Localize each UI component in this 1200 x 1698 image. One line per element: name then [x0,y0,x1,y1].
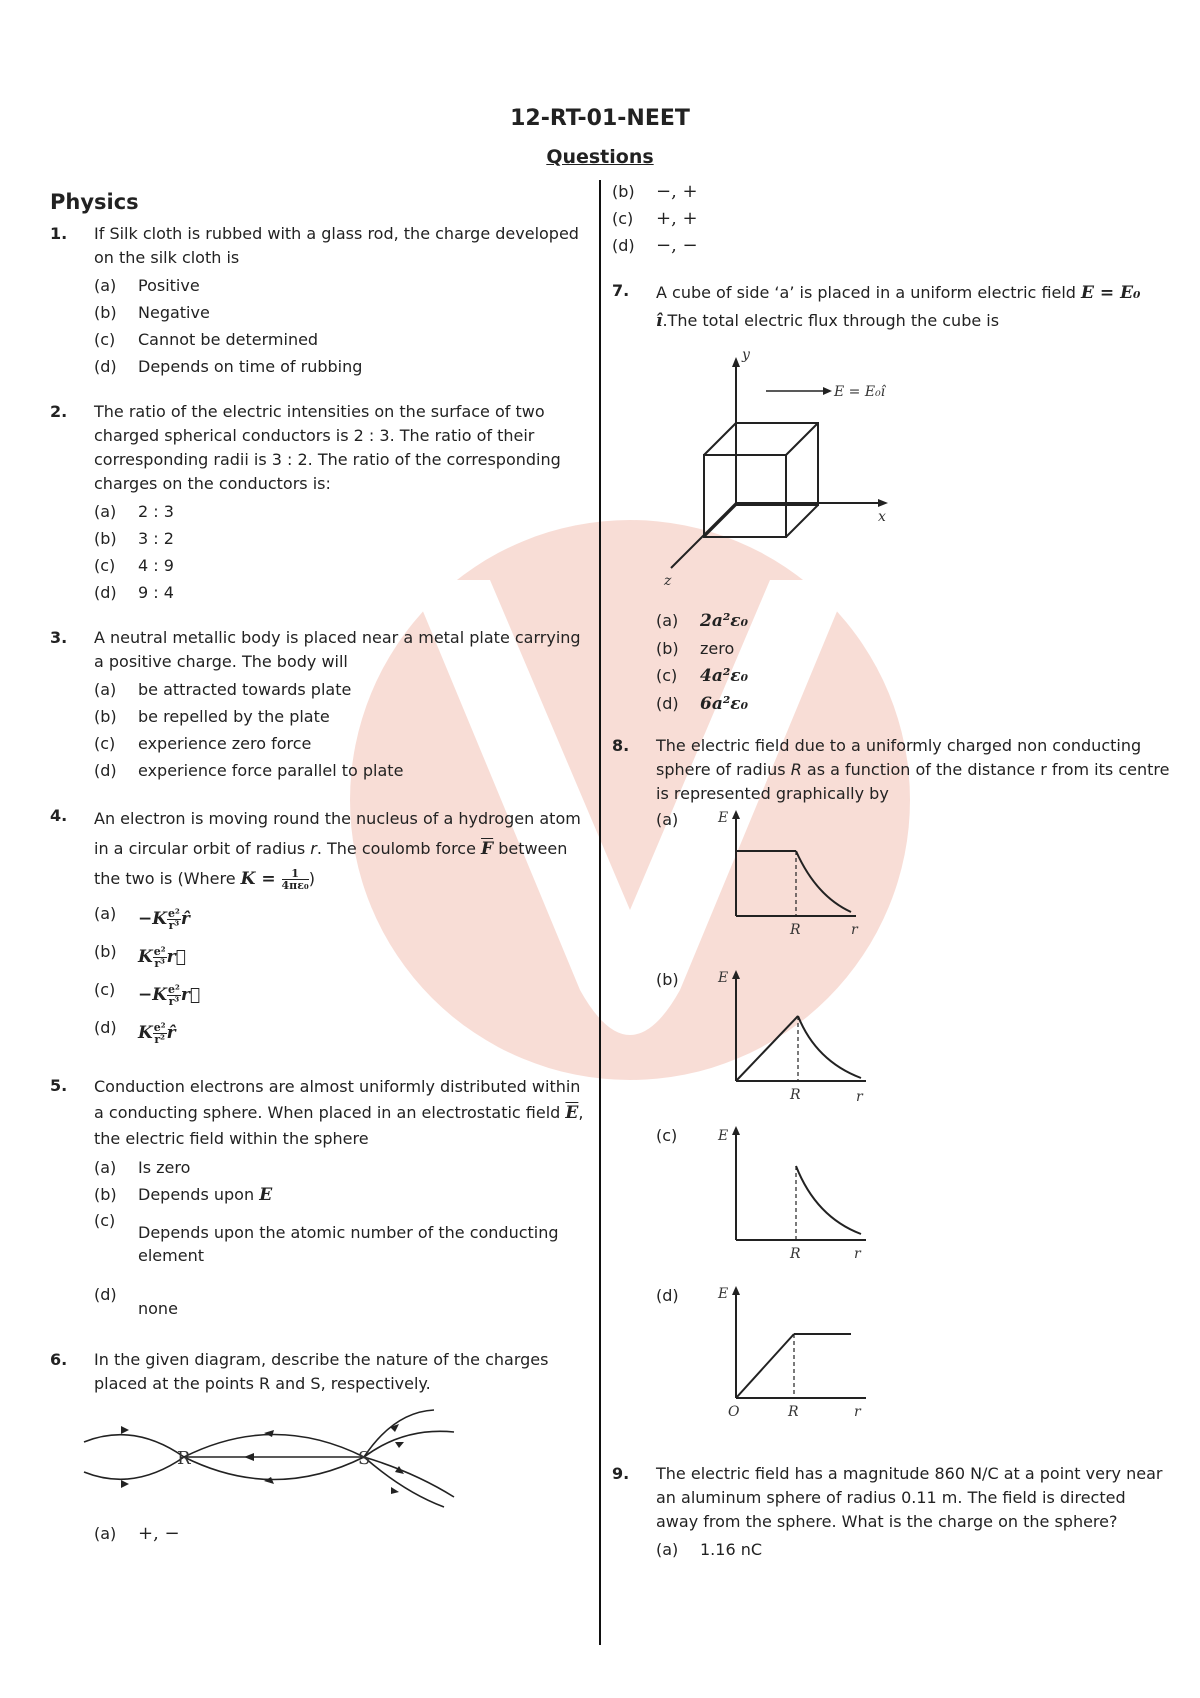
option-c[interactable] [94,326,590,353]
charge-fraction [153,1022,167,1045]
question-number: 8. [612,736,630,755]
column-divider [599,180,601,1645]
arrowhead [264,1430,274,1437]
field-line [84,1457,184,1479]
left-column [50,190,590,1547]
k-symbol: K [138,1023,153,1043]
sign: − [138,909,153,929]
direction-vector: r̂ [180,909,190,929]
arrowhead [732,1286,740,1295]
axis-r-label: r [856,1089,863,1105]
cube-edge [786,423,818,455]
option-b[interactable] [94,938,590,976]
option-label: (a) [656,810,679,829]
arrowhead [121,1426,129,1434]
option-label: (b) [94,1185,117,1204]
option-d[interactable] [94,757,590,784]
option-text: 4a²ε₀ [700,666,749,686]
question-text: The ratio of the electric intensities on the surface of two charged spherical conductors is 2 : 3. The ratio of their corresponding radii is 3 : 2. The ratio of the corresponding charges on the conductors is: [94,402,561,493]
option-label: (a) [94,1524,117,1543]
fraction-numerator: e² [168,983,180,996]
option-c[interactable] [94,1209,590,1267]
option-label: (c) [656,1126,678,1145]
option-label: (d) [656,694,679,713]
option-label: (c) [656,666,678,685]
option-d[interactable] [656,1282,1172,1452]
charge-fraction [153,946,167,969]
option-a[interactable] [656,1536,1172,1563]
option-label: (c) [94,1211,116,1230]
direction-vector: r⃗ [166,947,186,967]
option-text: +, + [656,208,698,229]
axis-e-label: E [718,810,729,826]
field-symbol: E [259,1185,273,1205]
option-text: −, + [656,181,698,202]
question-text [656,734,1172,806]
option-text: Cannot be determined [138,330,319,349]
option-d[interactable] [612,232,1172,259]
axis-z-label: z [664,573,672,589]
arrowhead [878,499,888,507]
option-label: (c) [612,209,634,228]
axis-e-label: E [718,970,729,986]
field-line [84,1435,184,1457]
option-label: (a) [94,1158,117,1177]
option-label: (b) [656,970,679,989]
page-subtitle: Questions [546,146,654,168]
text-part: .The total electric flux through the cube is [662,311,1000,330]
option-text: experience force parallel to plate [138,761,404,780]
option-b[interactable] [656,635,1172,662]
option-text: none [138,1299,178,1318]
option-text: Is zero [138,1158,191,1177]
option-d[interactable] [94,353,590,380]
graph-d [706,1282,906,1432]
question-6-continued [612,178,1172,259]
option-label: (b) [94,942,117,961]
arrowhead [244,1453,254,1461]
field-line [184,1435,364,1458]
option-a[interactable] [94,676,590,703]
cube-edge [704,423,736,455]
option-text: 4 : 9 [138,556,174,575]
axis-r-label: r [854,1404,861,1420]
option-c[interactable] [94,730,590,757]
field-line [364,1431,454,1457]
field-equation: E = E₀ î [656,283,1141,331]
option-text: Depends on time of rubbing [138,357,363,376]
question-1 [50,222,590,380]
question-4 [50,804,590,1052]
question-6 [50,1348,590,1547]
question-number: 5. [50,1076,68,1095]
option-text: Depends upon [138,1185,260,1204]
point-s-label: S [358,1448,371,1469]
cube-edge [704,505,736,537]
text-part: ) [308,869,315,888]
graph-c [706,1122,906,1272]
option-text: 2 : 3 [138,502,174,521]
question-number: 3. [50,628,68,647]
fraction-denominator: r³ [168,995,180,1008]
option-label: (a) [656,1540,679,1559]
curve-segment [796,851,851,912]
axis-r-mark: R [788,1404,799,1420]
arrowhead [732,1126,740,1135]
option-d[interactable] [94,579,590,606]
arrowhead [391,1487,399,1494]
axis-x-label: x [878,509,886,525]
cube-diagram [656,343,896,593]
k-symbol: K [152,909,168,929]
question-text: A neutral metallic body is placed near a metal plate carrying a positive charge. The body will [94,628,581,671]
option-b[interactable] [94,525,590,552]
arrowhead [823,387,832,395]
axis-r-mark: R [790,1246,801,1262]
charge-fraction [167,908,181,931]
option-label: (b) [94,707,117,726]
axis-r-mark: R [790,1087,801,1103]
text-part: An electron is moving round the nucleus of a hydrogen atom in a circular orbit of radius [94,809,581,858]
option-label: (c) [94,556,116,575]
question-text: If Silk cloth is rubbed with a glass rod, the charge developed on the silk cloth is [94,224,579,267]
option-text: Depends upon the atomic number of the conducting element [138,1223,559,1265]
option-text: 2a²ε₀ [700,611,749,631]
right-column [612,178,1172,1563]
option-text: 3 : 2 [138,529,174,548]
text-part: . The coulomb force [316,839,482,858]
question-number: 1. [50,224,68,243]
option-label: (a) [94,904,117,923]
question-number: 9. [612,1464,630,1483]
option-label: (c) [94,734,116,753]
point-r-label: R [177,1448,191,1469]
option-c[interactable] [656,662,1172,690]
fraction-numerator: e² [153,945,166,958]
k-fraction [282,868,309,891]
field-vector: $\overline{E}$ [565,1103,579,1123]
question-number: 4. [50,806,68,825]
option-label: (b) [94,529,117,548]
charge-fraction [167,984,181,1007]
direction-vector: r̂ [166,1023,176,1043]
option-a[interactable] [656,607,1172,635]
option-label: (d) [94,1285,117,1304]
k-symbol: K = [240,869,282,889]
option-c[interactable] [94,552,590,579]
text-part: as a function of the distance r from its centre is represented graphically by [656,760,1170,803]
option-label: (d) [94,583,117,602]
axis-origin-label: O [728,1404,740,1420]
arrowhead [121,1480,129,1488]
option-a[interactable] [656,806,1172,966]
option-label: (b) [612,182,635,201]
option-b[interactable] [656,966,1172,1122]
option-d[interactable] [94,1281,590,1322]
option-b[interactable] [612,178,1172,205]
question-text: The electric field has a magnitude 860 N/C at a point very near an aluminum sphere of radius 0.11 m. The field is directed away from the sphere. What is the charge on the sphere? [656,1464,1163,1531]
arrowhead [395,1442,404,1448]
option-c[interactable] [612,205,1172,232]
option-a[interactable] [94,1154,590,1181]
option-text: experience zero force [138,734,312,753]
option-text: −, − [656,235,698,256]
fraction-numerator: 1 [282,868,309,880]
arrowhead [732,970,740,979]
option-b[interactable] [94,703,590,730]
option-a[interactable] [94,1520,590,1547]
option-label: (a) [94,502,117,521]
fraction-denominator: 4πε₀ [281,879,309,892]
field-lines-diagram [74,1402,494,1512]
axis-e-label: E [718,1286,729,1302]
option-c[interactable] [94,976,590,1014]
question-text [94,1074,590,1152]
axis-r-mark: R [790,922,801,938]
sign: − [138,985,153,1005]
fraction-denominator: r² [154,1033,165,1046]
axis-y-label: y [742,347,750,363]
question-text [656,279,1172,335]
option-text: be repelled by the plate [138,707,330,726]
field-line [364,1457,454,1497]
k-symbol: K [138,947,153,967]
option-label: (c) [94,980,116,999]
text-part: between the two is (Where [94,839,568,888]
option-label: (a) [656,611,679,630]
question-number: 2. [50,402,68,421]
arrowhead [732,357,740,367]
graph-a [706,806,906,956]
question-number: 7. [612,281,630,300]
axis-r-label: r [854,1246,861,1262]
question-2 [50,400,590,606]
graph-b [706,966,906,1116]
option-text: Positive [138,276,200,295]
curve-segment [798,1016,861,1078]
text-part: Conduction electrons are almost uniformly distributed within a conducting sphere. When placed in an electrostatic field [94,1077,581,1122]
option-b[interactable] [94,1181,590,1209]
question-text: In the given diagram, describe the nature of the charges placed at the points R and S, respectively. [94,1350,549,1393]
option-text: zero [700,639,735,658]
question-text [94,804,590,894]
direction-vector: r⃗ [180,985,201,1005]
force-vector: $\overline{F}$ [481,839,494,859]
cube-edge [786,505,818,537]
fraction-denominator: r³ [168,919,180,932]
option-label: (d) [612,236,635,255]
text-part: A cube of side ‘a’ is placed in a uniform electric field [656,283,1082,302]
option-label: (d) [94,761,117,780]
fraction-numerator: e² [168,907,180,920]
question-5 [50,1074,590,1322]
option-label: (d) [94,357,117,376]
arrowhead [732,810,740,819]
arrowhead [390,1424,399,1432]
question-number: 6. [50,1350,68,1369]
option-b[interactable] [94,299,590,326]
radius-symbol: R [790,760,802,779]
text-part: , the electric field within the sphere [94,1103,584,1148]
question-3 [50,626,590,784]
curve-segment [736,1016,798,1081]
page-title: 12-RT-01-NEET [510,106,690,131]
question-8 [612,734,1172,1452]
option-a[interactable] [94,498,590,525]
curve-segment [736,1334,794,1398]
fraction-numerator: e² [153,1021,166,1034]
field-line [184,1457,364,1480]
axis-e-label: E [718,1128,729,1144]
option-a[interactable] [94,272,590,299]
text-part: The electric field due to a uniformly charged non conducting sphere of radius [656,736,1142,779]
option-label: (d) [94,1018,117,1037]
option-d[interactable] [656,690,1172,718]
fraction-denominator: r³ [154,957,165,970]
option-text: be attracted towards plate [138,680,352,699]
option-text: +, − [138,1523,180,1544]
option-a[interactable] [94,900,590,938]
question-7 [612,279,1172,718]
section-heading: Physics [50,190,139,214]
k-symbol: K [152,985,168,1005]
curve-segment [796,1166,861,1234]
question-9 [612,1462,1172,1563]
option-text: 1.16 nC [700,1540,763,1559]
axis-r-label: r [851,922,858,938]
option-label: (d) [656,1286,679,1305]
option-label: (a) [94,680,117,699]
option-text: Negative [138,303,210,322]
option-text: 9 : 4 [138,583,174,602]
option-label: (b) [656,639,679,658]
field-label: E = E₀î [834,384,886,400]
option-label: (a) [94,276,117,295]
option-label: (b) [94,303,117,322]
option-c[interactable] [656,1122,1172,1282]
radius-symbol: r [310,839,317,858]
option-d[interactable] [94,1014,590,1052]
arrowhead [264,1477,274,1484]
option-label: (c) [94,330,116,349]
option-text: 6a²ε₀ [700,694,749,714]
field-line [364,1457,444,1507]
